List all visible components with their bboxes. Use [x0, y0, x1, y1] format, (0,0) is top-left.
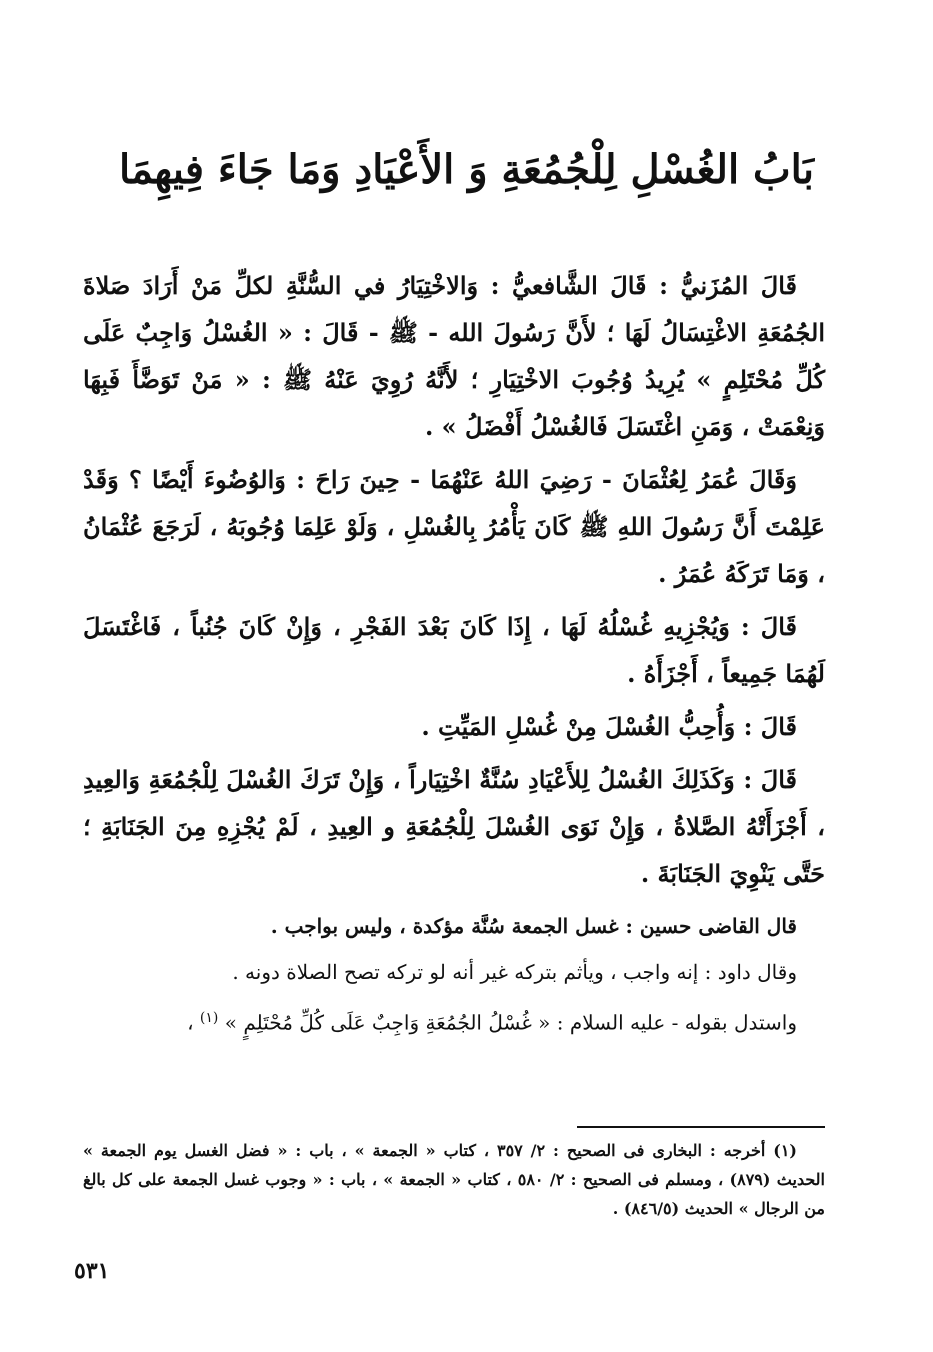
footnote-divider — [577, 1126, 825, 1128]
paragraph-ijza: قَالَ : وَيُجْزِيهِ غُسْلُهُ لَهَا ، إِذَا كَانَ بَعْدَ الفَجْرِ ، وَإِنْ كَانَ جُنُباً ، فَاغْتَسَلَ لَهُمَا جَمِيعاً ، أَجْزَأَهُ . — [83, 612, 825, 688]
commentary-istadall: واستدل بقوله - عليه السلام : « غُسْلُ الجُمُعَةِ وَاجِبٌ عَلَى كُلِّ مُحْتَلِمٍ » $^{(١)}$ ، — [187, 1010, 797, 1035]
page-number: ٥٣١ — [74, 1258, 110, 1284]
footnote-reference: (١) — [199, 1010, 219, 1026]
chapter-title: بَابُ الغُسْلِ لِلْجُمُعَةِ وَ الأَعْيَادِ وَمَا جَاءَ فِيهِمَا — [119, 146, 814, 193]
commentary-dawud: وقال داود : إنه واجب ، ويأثم بتركه غير أنه لو تركه تصح الصلاة دونه . — [232, 960, 797, 984]
paragraph-aayad: قَالَ : وَكَذَلِكَ الغُسْلُ لِلأَعْيَادِ سُنَّةٌ اخْتِيَاراً ، وَإِنْ تَرَكَ الغُسْلَ لِلْجُمُعَةِ وَالعِيدِ ، أَجْزَأَتْهُ الصَّلاةُ ، وَإِنْ نَوَى الغُسْلَ لِلْجُمُعَةِ و العِيدِ ، لَمْ يُجْزِهِ مِنَ الجَنَابَةِ ؛ حَتَّى يَنْوِيَ الجَنَابَةَ . — [83, 765, 825, 888]
paragraph-umar: وَقَالَ عُمَرُ لِعُثْمَانَ - رَضِيَ اللهُ عَنْهُمَا - حِينَ رَاحَ : وَالوُضُوءَ أَيْضًا ؟ وَقَدْ عَلِمْتَ أَنَّ رَسُولَ اللهِ ﷺ كَانَ يَأْمُرُ بِالغُسْلِ ، وَلَوْ عَلِمَا وُجُوبَهُ ، لَرَجَعَ عُثْمَانُ ، وَمَا تَرَكَهُ عُمَرُ . — [83, 465, 825, 588]
commentary-qadi: قال القاضى حسين : غسل الجمعة سُنَّة مؤكدة ، وليس بواجب . — [270, 914, 797, 938]
footnote: (١) أخرجه : البخارى فى الصحيح : ٢/ ٣٥٧ ، كتاب « الجمعة » ، باب : « فضل الغسل يوم الجمعة » الحديث (٨٧٩) ، ومسلم فى الصحيح : ٢/ ٥٨٠ ، كتاب « الجمعة » ، باب : « وجوب غسل الجمعة على كل بالغ من الرجال » الحديث (٨٤٦/٥) . — [83, 1141, 825, 1218]
paragraph-mayyit: قَالَ : وَأُحِبُّ الغُسْلَ مِنْ غُسْلِ المَيِّتِ . — [421, 712, 797, 741]
paragraph-muzani: قَالَ المُزَنيُّ : قَالَ الشَّافعيُّ : وَالاخْتِيَارُ في السُّنَّةِ لكلِّ مَنْ أَرَادَ صَلاةَ الجُمُعَةِ الاغْتِسَالُ لَهَا ؛ لأَنَّ رَسُولَ الله - ﷺ - قَالَ : « الغُسْلُ وَاجِبٌ عَلَى كُلِّ مُحْتَلِمٍ » يُرِيدُ وُجُوبَ الاخْتِيَارِ ؛ لأَنَّهُ رُوِيَ عَنْهُ ﷺ : « مَنْ تَوَضَّأَ فَبِهَا وَنِعْمَتْ ، وَمَنِ اغْتَسَلَ فَالغُسْلُ أَفْضَلُ » . — [83, 271, 825, 441]
main-text — [83, 262, 825, 1046]
